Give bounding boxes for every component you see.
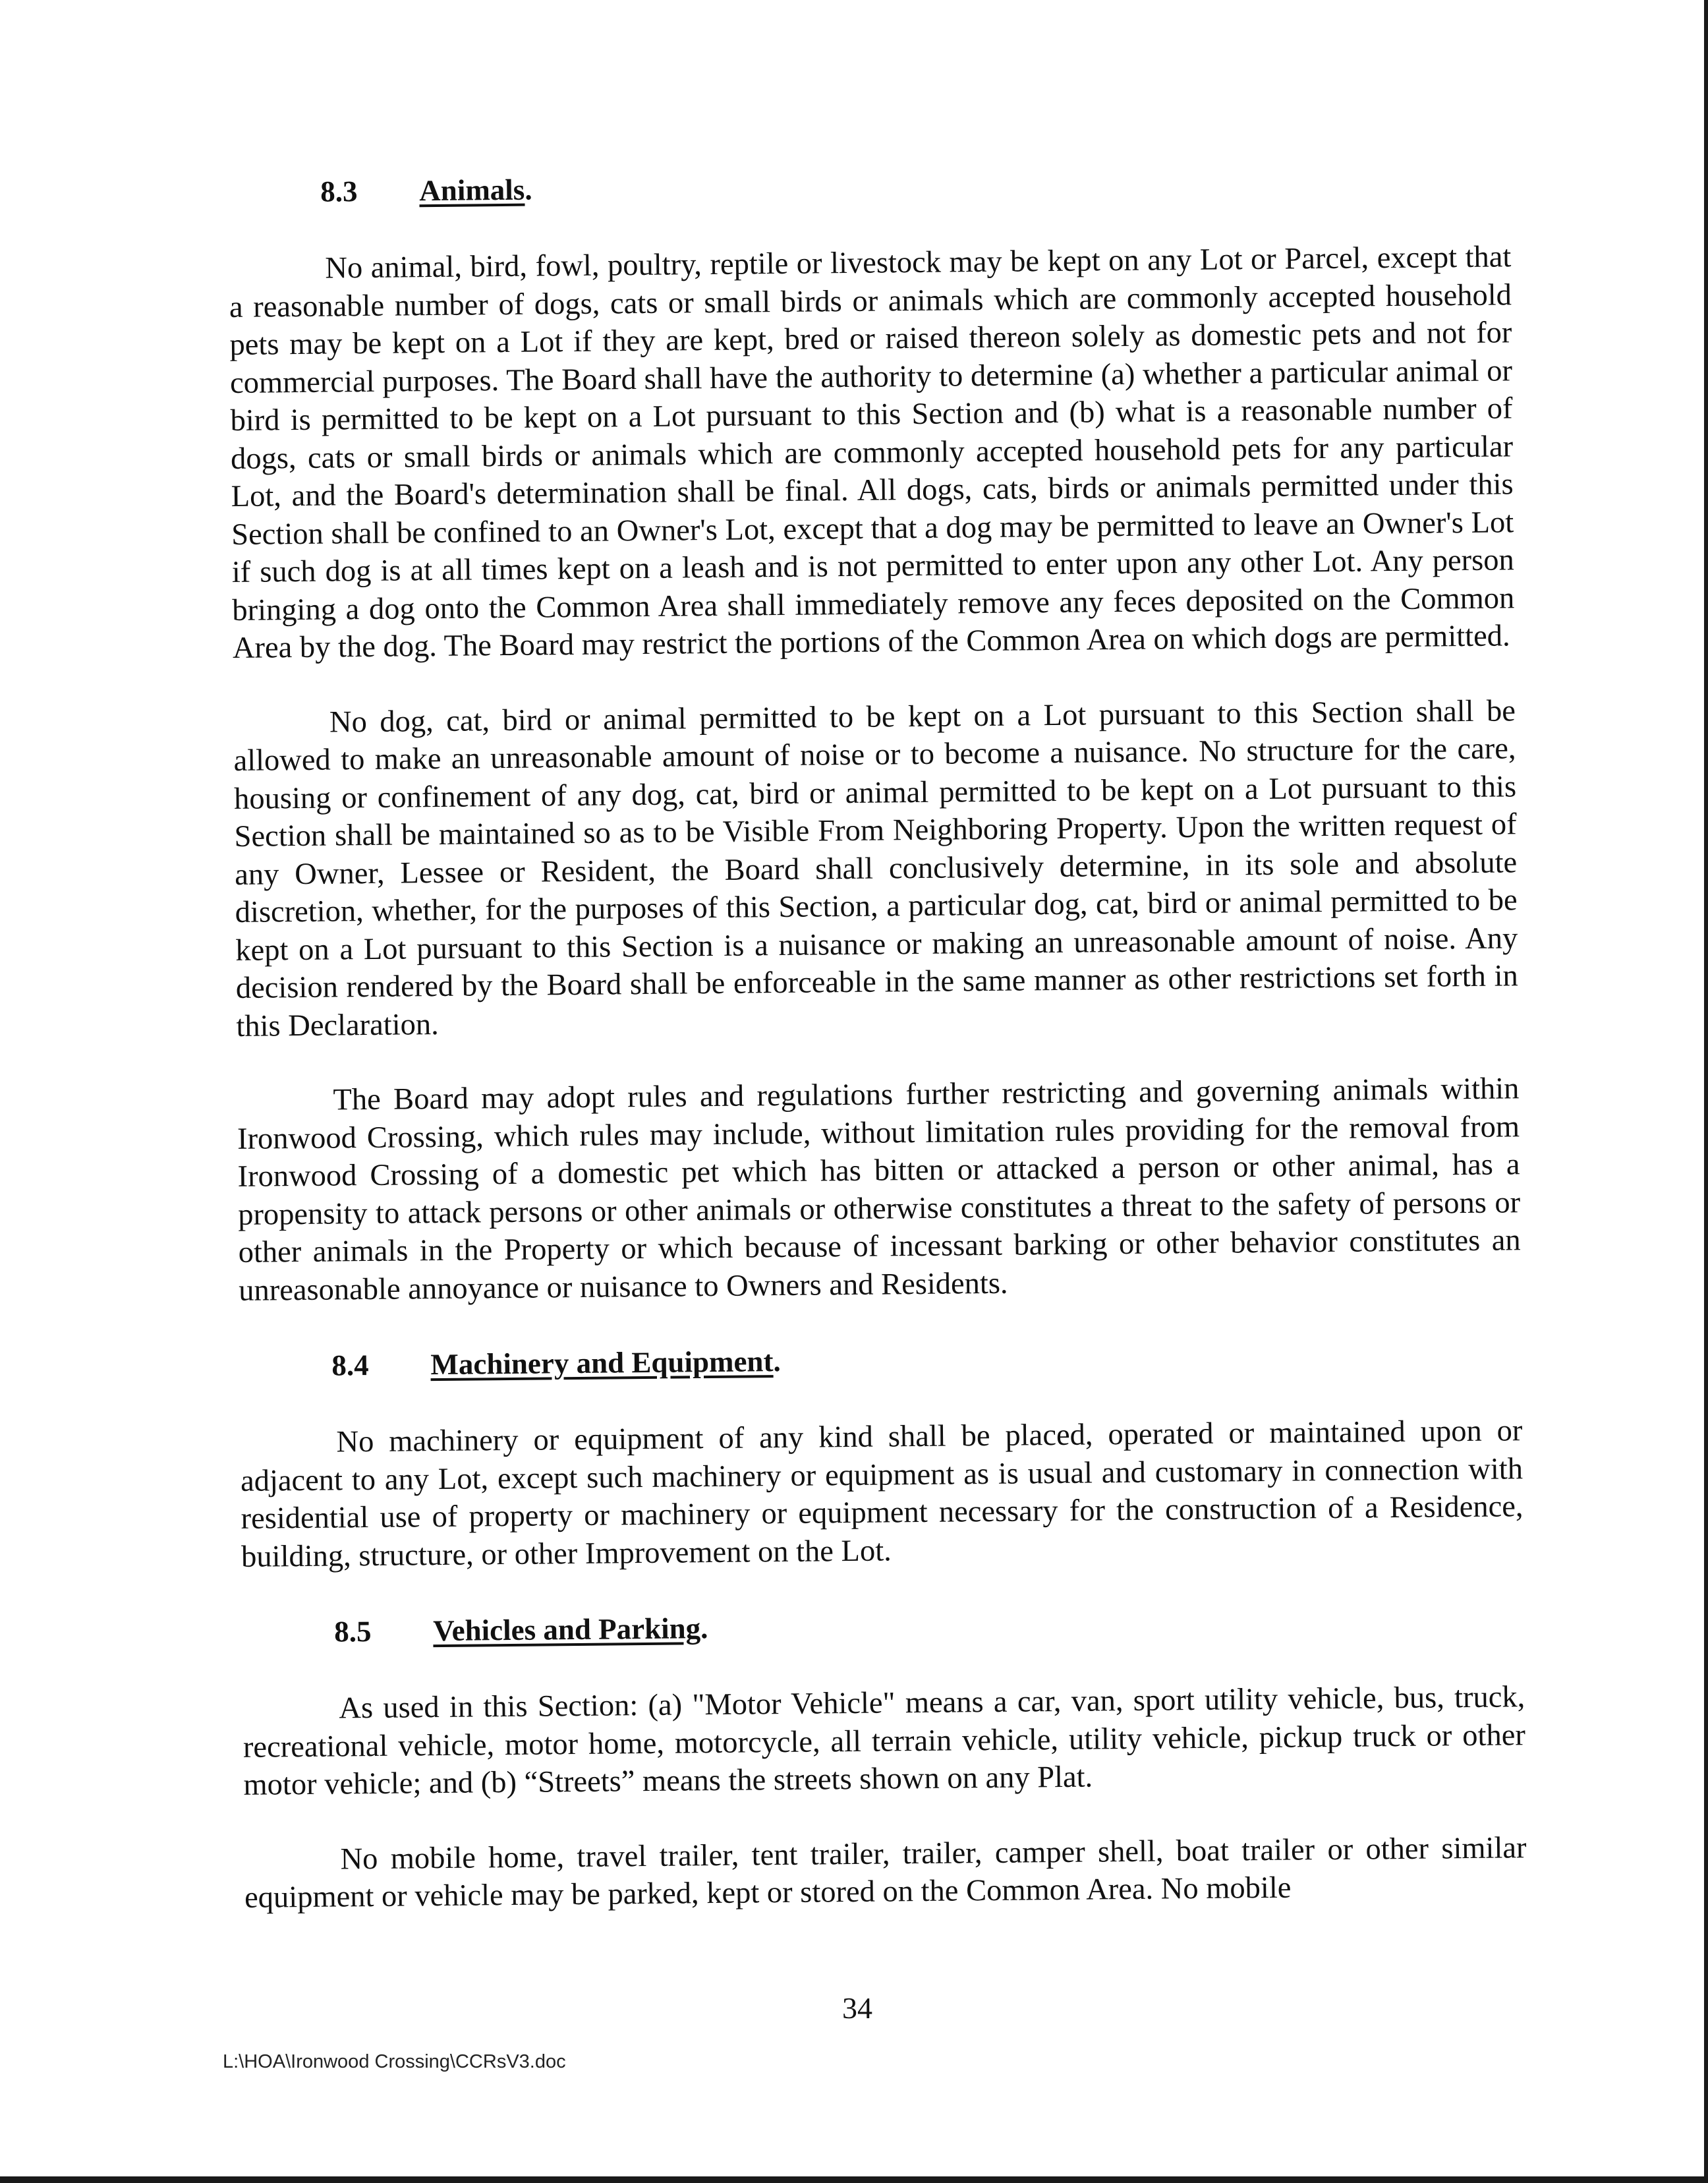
heading-period: .: [525, 173, 532, 206]
section-heading-8-4: [239, 1334, 1522, 1386]
paragraph: No mobile home, travel trailer, tent trailer, trailer, camper shell, boat trailer or other similar equipment or vehicle may be parked, kept or stored on the Common Area. No mobile: [244, 1830, 1527, 1915]
page-body: [228, 160, 1527, 1954]
footer-file-path: L:\HOA\Ironwood Crossing\CCRsV3.doc: [223, 2051, 566, 2072]
page-number: 34: [842, 1991, 872, 2025]
paragraph: The Board may adopt rules and regulations further restricting and governing animals within Ironwood Crossing, which rules may include, without limitation rules providing for the removal from Ironwood Crossing of a domestic pet which has bitten or attacked a person or other animal, has a propensity to attack persons or other animals or otherwise constitutes a threat to the safety of persons or other animals in the Property or which because of incessant barking or other behavior constitutes an unreasonable annoyance or nuisance to Owners and Residents.: [237, 1072, 1521, 1308]
section-number: 8.5: [334, 1615, 372, 1648]
section-title: Vehicles and Parking: [433, 1612, 701, 1648]
section-number: 8.4: [331, 1349, 369, 1382]
section-heading-8-3: [228, 160, 1510, 212]
paragraph: No dog, cat, bird or animal permitted to be kept on a Lot pursuant to this Section shall be allowed to make an unreasonable amount of noise or to become a nuisance. No structure for the care, housing or confinement of any dog, cat, bird or animal permitted to be kept on a Lot pursuant to this Section shall be maintained so as to be Visible From Neighboring Property. Upon the written request of any Owner, Lessee or Resident, the Board shall conclusively determine, in its sole and absolute discretion, whether, for the purposes of this Section, a particular dog, cat, bird or animal permitted to be kept on a Lot pursuant to this Section is a nuisance or making an unreasonable amount of noise. Any decision rendered by the Board shall be enforceable in the same manner as other restrictions set forth in this Declaration.: [233, 693, 1519, 1043]
heading-period: .: [700, 1612, 708, 1645]
paragraph: No machinery or equipment of any kind shall be placed, operated or maintained upon or adjacent to any Lot, except such machinery or equipment as is usual and customary in connection with residential use of property or machinery or equipment necessary for the construction of a Residence, building, structure, or other Improvement on the Lot.: [240, 1414, 1523, 1574]
paragraph: No animal, bird, fowl, poultry, reptile or livestock may be kept on any Lot or Parcel, except that a reasonable number of dogs, cats or small birds or animals which are commonly accepted household pets may be kept on a Lot if they are kept, bred or raised thereon solely as domestic pets and not for commercial purposes. The Board shall have the authority to determine (a) whether a particular animal or bird is permitted to be kept on a Lot pursuant to this Section and (b) what is a reasonable number of dogs, cats or small birds or animals which are commonly accepted household pets for any particular Lot, and the Board's determination shall be final. All dogs, cats, birds or animals permitted under this Section shall be confined to an Owner's Lot, except that a dog may be permitted to leave an Owner's Lot if such dog is at all times kept on a leash and is not permitted to enter upon any other Lot. Any person bringing a dog onto the Common Area shall immediately remove any feces deposited on the Common Area by the dog. The Board may restrict the portions of the Common Area on which dogs are permitted.: [229, 240, 1515, 665]
section-title: Machinery and Equipment: [430, 1345, 774, 1382]
section-number: 8.3: [320, 175, 358, 208]
section-title: Animals: [419, 173, 525, 208]
paragraph: As used in this Section: (a) "Motor Vehicle" means a car, van, sport utility vehicle, bus, truck, recreational vehicle, motor home, motorcycle, all terrain vehicle, utility vehicle, pickup truck or other motor vehicle; and (b) “Streets” means the streets shown on any Plat.: [242, 1680, 1526, 1802]
section-heading-8-5: [242, 1600, 1524, 1652]
heading-period: .: [773, 1345, 781, 1378]
